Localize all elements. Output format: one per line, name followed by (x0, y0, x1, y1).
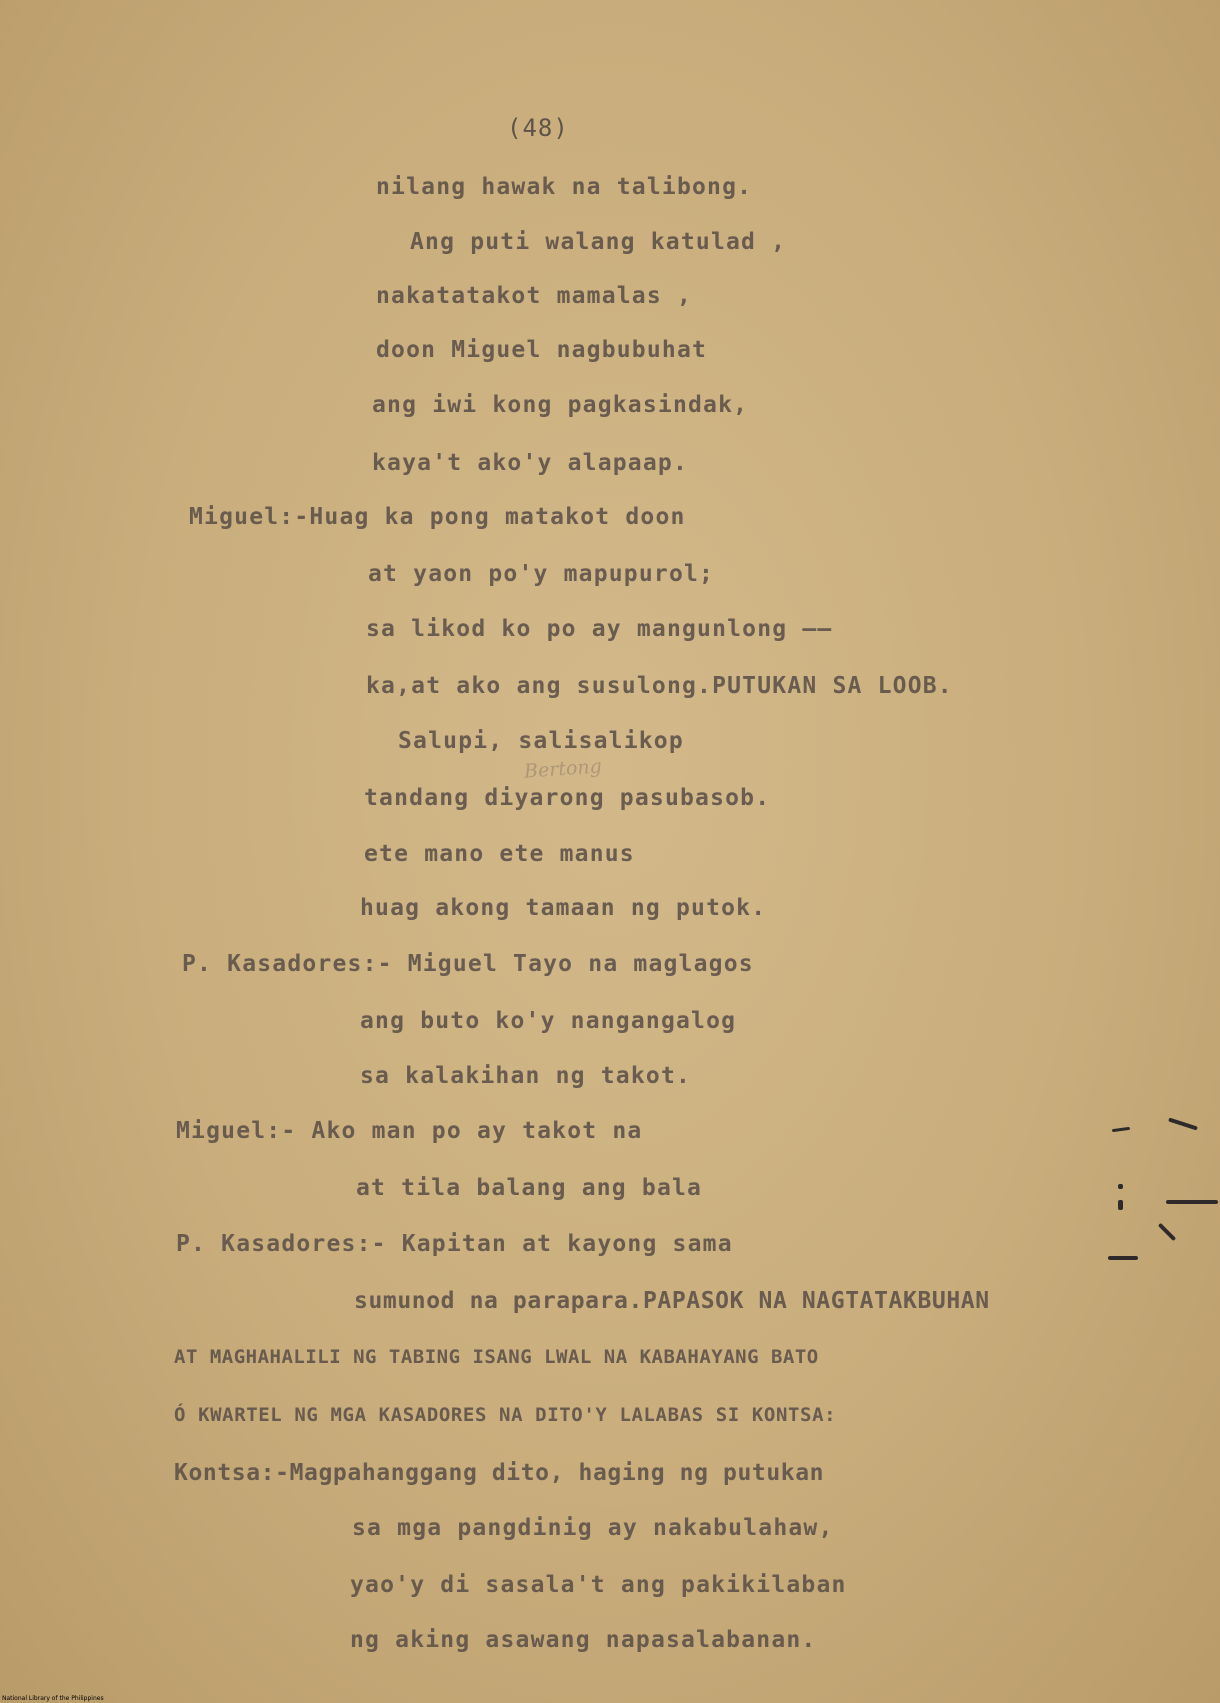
text-line: Ang puti walang katulad , (410, 229, 787, 255)
text-line: Kontsa:-Magpahanggang dito, haging ng putukan (174, 1460, 825, 1486)
text-line: P. Kasadores:- Miguel Tayo na maglagos (182, 951, 754, 977)
text-line: AT MAGHAHALILI NG TABING ISANG LWAL NA KABAHAYANG BATO (174, 1346, 819, 1368)
handwritten-annotation: Bertong (523, 755, 603, 783)
text-line: ng aking asawang napasalabanan. (350, 1627, 817, 1653)
footer-credit: National Library of the Philippines (2, 1695, 104, 1702)
text-line: yao'y di sasala't ang pakikilaban (350, 1572, 847, 1598)
text-line: nilang hawak na talibong. (376, 174, 753, 200)
ink-mark (1118, 1184, 1123, 1189)
text-line: huag akong tamaan ng putok. (360, 895, 767, 921)
text-line: sa mga pangdinig ay nakabulahaw, (352, 1515, 834, 1541)
text-line: ete mano ete manus (364, 841, 635, 867)
text-line: kaya't ako'y alapaap. (372, 450, 688, 476)
text-line: ka,at ako ang susulong.PUTUKAN SA LOOB. (366, 673, 953, 699)
page-number: (48) (507, 114, 569, 142)
text-line: Miguel:- Ako man po ay takot na (176, 1118, 643, 1144)
text-line: ang buto ko'y nangangalog (360, 1008, 737, 1034)
text-line: Miguel:-Huag ka pong matakot doon (189, 504, 686, 530)
text-line: ang iwi kong pagkasindak, (372, 392, 749, 418)
text-line: sumunod na parapara.PAPASOK NA NAGTATAKBUHAN (354, 1288, 990, 1314)
ink-mark (1112, 1127, 1130, 1132)
text-line: doon Miguel nagbubuhat (376, 337, 708, 363)
text-line: at tila balang ang bala (356, 1175, 703, 1201)
text-line: tandang diyarong pasubasob. (364, 785, 771, 811)
text-line: nakatatakot mamalas , (376, 283, 692, 309)
text-line: at yaon po'y mapupurol; (368, 561, 715, 587)
text-line: sa likod ko po ay mangunlong —— (366, 616, 833, 642)
text-line: sa kalakihan ng takot. (360, 1063, 692, 1089)
ink-mark (1166, 1200, 1218, 1204)
text-line: Salupi, salisalikop (398, 728, 684, 754)
text-line: P. Kasadores:- Kapitan at kayong sama (176, 1231, 733, 1257)
text-line: Ó KWARTEL NG MGA KASADORES NA DITO'Y LALABAS SI KONTSA: (174, 1404, 837, 1426)
ink-mark (1108, 1256, 1138, 1260)
ink-mark (1118, 1200, 1123, 1210)
ink-mark (1168, 1117, 1198, 1130)
ink-mark (1158, 1223, 1176, 1241)
